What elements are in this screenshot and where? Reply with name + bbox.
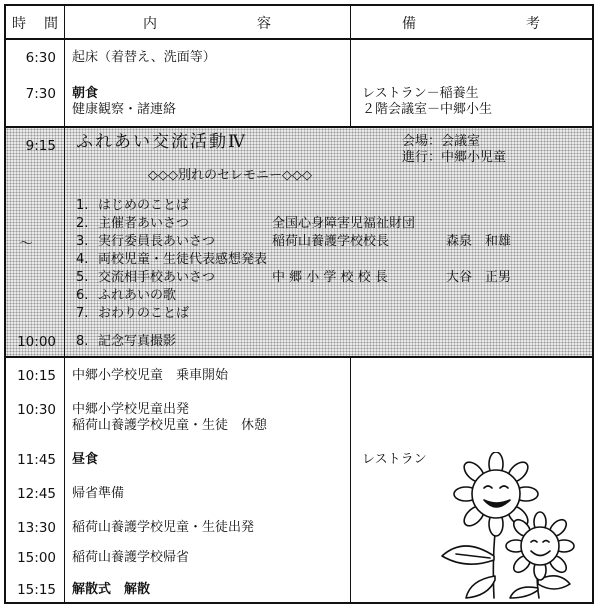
exchange-activity-block bbox=[6, 128, 592, 358]
program-organization: 全国心身障害児福祉財団 bbox=[272, 216, 416, 231]
schedule-item: 稲荷山養護学校児童・生徒出発 bbox=[72, 520, 255, 535]
schedule-table bbox=[4, 4, 594, 604]
time-label: 13:30 bbox=[17, 520, 56, 536]
time-label: 6:30 bbox=[25, 50, 56, 66]
program-person: 大谷 正男 bbox=[446, 270, 512, 285]
time-label: 9:15 bbox=[25, 138, 56, 154]
schedule-item: 解散式 解散 bbox=[72, 582, 151, 597]
time-label: 7:30 bbox=[25, 86, 56, 102]
schedule-item: 中郷小学校児童 乗車開始 bbox=[72, 368, 229, 383]
range-mark: 〜 bbox=[19, 236, 33, 252]
program-item: 1. はじめのことば bbox=[76, 198, 190, 213]
time-label: 10:15 bbox=[17, 368, 56, 384]
note-text: ２階会議室－中郷小生 bbox=[362, 102, 493, 117]
header-content: 内 容 bbox=[143, 16, 271, 32]
program-item: 7. おわりのことば bbox=[76, 306, 190, 321]
program-item: 3. 実行委員長あいさつ bbox=[76, 234, 216, 249]
program-organization: 稲荷山養護学校校長 bbox=[272, 234, 390, 249]
time-label: 10:00 bbox=[17, 334, 56, 350]
program-item: 4. 両校児童・生徒代表感想発表 bbox=[76, 252, 268, 267]
header-notes: 備 考 bbox=[402, 16, 540, 32]
time-label: 11:45 bbox=[17, 452, 56, 468]
time-label: 10:30 bbox=[17, 402, 56, 418]
note-text: レストラン bbox=[362, 452, 427, 467]
schedule-item: 中郷小学校児童出発 bbox=[72, 402, 190, 417]
schedule-item: 帰省準備 bbox=[72, 486, 125, 501]
host-text: 進行：中郷小児童 bbox=[402, 150, 507, 165]
schedule-item: 稲荷山養護学校帰省 bbox=[72, 550, 190, 565]
activity-title: ふれあい交流活動Ⅳ bbox=[76, 132, 247, 152]
schedule-item: 朝食 bbox=[72, 86, 99, 101]
morning-block bbox=[6, 40, 592, 128]
schedule-item: 健康観察・諸連絡 bbox=[72, 102, 177, 117]
header-time: 時 間 bbox=[12, 16, 58, 32]
time-label: 12:45 bbox=[17, 486, 56, 502]
program-item: 6. ふれあいの歌 bbox=[76, 288, 177, 303]
schedule-item: 昼食 bbox=[72, 452, 99, 467]
program-item: 5. 交流相手校あいさつ bbox=[76, 270, 216, 285]
table-header bbox=[6, 6, 592, 40]
ceremony-subtitle: ◇◇◇別れのセレモニー◇◇◇ bbox=[148, 168, 312, 183]
time-label: 15:00 bbox=[17, 550, 56, 566]
schedule-item: 起床（着替え、洗面等） bbox=[72, 50, 216, 65]
venue-text: 会場：会議室 bbox=[402, 134, 481, 149]
program-item: 2. 主催者あいさつ bbox=[76, 216, 190, 231]
program-person: 森泉 和雄 bbox=[446, 234, 512, 249]
program-item: 8. 記念写真撮影 bbox=[76, 334, 177, 349]
note-text: レストラン－稲養生 bbox=[362, 86, 479, 101]
time-label: 15:15 bbox=[17, 582, 56, 598]
schedule-item: 稲荷山養護学校児童・生徒 休憩 bbox=[72, 418, 268, 433]
program-organization: 中 郷 小 学 校 校 長 bbox=[272, 270, 388, 285]
smiling-sunflowers-icon bbox=[418, 452, 590, 602]
